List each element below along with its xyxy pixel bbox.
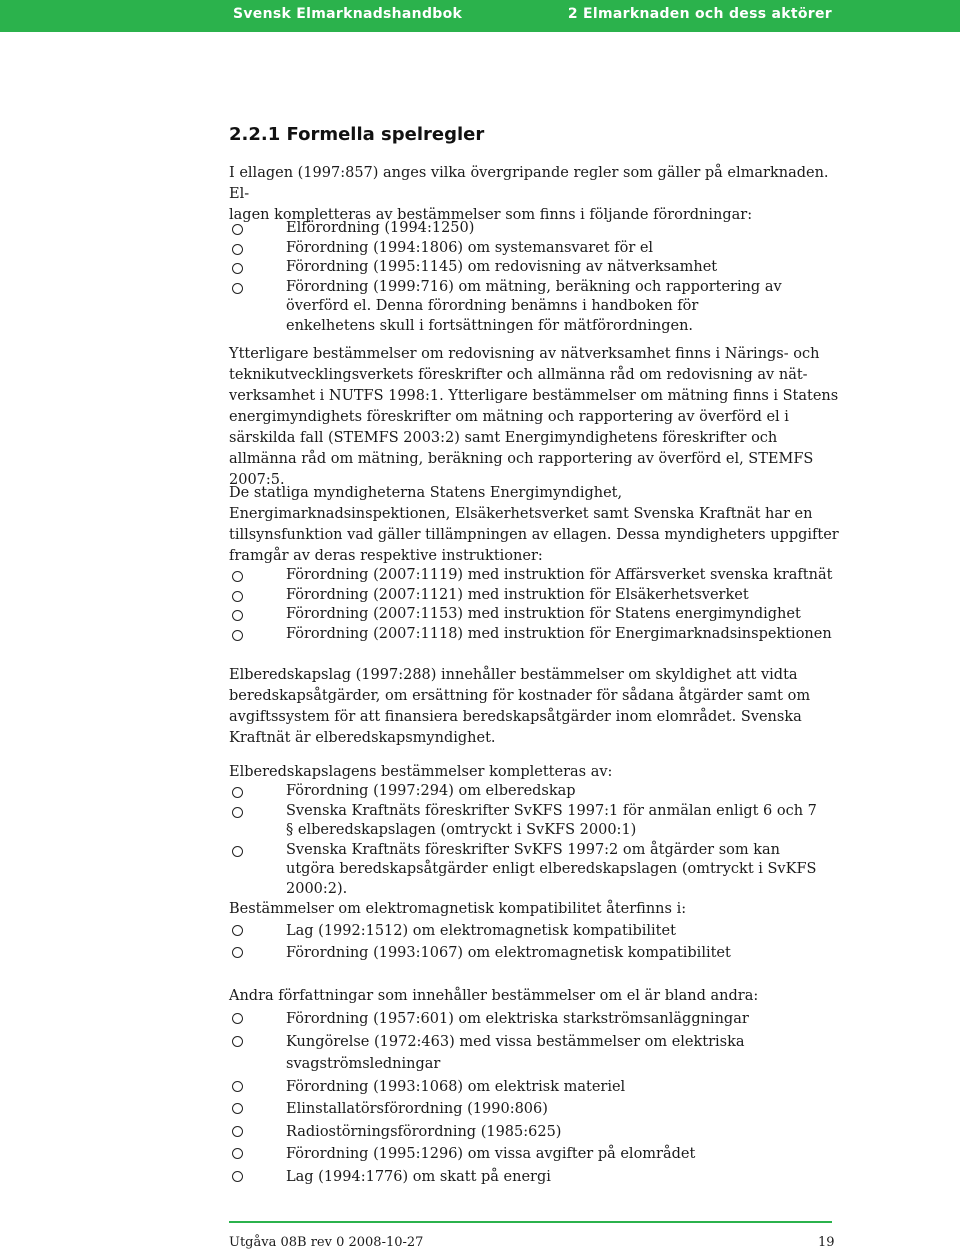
bullet-icon [232,224,243,235]
bullet-icon [232,1036,243,1047]
bullet-icon [232,244,243,255]
bullet-icon [232,283,243,294]
bullet-icon [232,807,243,818]
header-bar [0,0,960,32]
intro-paragraph [229,163,839,226]
paragraph-6: Bestämmelser om elektromagnetisk kompatibilitet återfinns i: [229,901,687,917]
regulation-list-4 [229,920,839,964]
list-item: Lag (1992:1512) om elektromagnetisk kompatibilitet [229,920,839,942]
bullet-icon [232,591,243,602]
list-item: Förordning (1994:1806) om systemansvaret för el [229,239,789,259]
paragraph-7: Andra författningar som innehåller bestämmelser om el är bland andra: [229,988,759,1004]
paragraph-3: De statliga myndigheterna Statens Energimyndighet, Energimarknadsinspektionen, Elsäkerhetsverket samt Svenska Kraftnät har en tillsynsfunktion vad gäller tillämpningen av ellagen. Dessa myndigheters uppgifter framgår av deras respektive instruktioner: [229,485,839,564]
bullet-icon [232,571,243,582]
chapter-title: 2 Elmarknaden och dess aktörer [567,6,832,22]
list-item: Förordning (2007:1119) med instruktion för Affärsverket svenska kraftnät [229,566,839,586]
list-item: Kungörelse (1972:463) med vissa bestämmelser om elektriska svagströmsledningar [229,1031,789,1076]
bullet-icon [232,1103,243,1114]
list-item: Förordning (2007:1153) med instruktion för Statens energimyndighet [229,605,839,625]
regulation-list-3 [229,782,819,899]
regulation-list-5 [229,1008,789,1188]
edition-label: Utgåva 08B rev 0 2008-10-27 [229,1235,424,1250]
list-item: Förordning (1997:294) om elberedskap [229,782,819,802]
list-item: Förordning (1995:1145) om redovisning av nätverksamhet [229,258,789,278]
bullet-icon [232,1171,243,1182]
bullet-icon [232,846,243,857]
bullet-icon [232,263,243,274]
intro-line-2: lagen kompletteras av bestämmelser som finns i följande förordningar: [229,207,753,223]
list-item: Elförordning (1994:1250) [229,219,789,239]
list-item: Svenska Kraftnäts föreskrifter SvKFS 1997:1 för anmälan enligt 6 och 7 § elberedskapslagen (omtryckt i SvKFS 2000:1) [229,802,819,841]
page-number: 19 [818,1235,835,1250]
bullet-icon [232,1148,243,1159]
section-title: 2.2.1 Formella spelregler [229,124,485,145]
intro-line-1: I ellagen (1997:857) anges vilka övergripande regler som gäller på elmarknaden. El- [229,165,829,202]
bullet-icon [232,1081,243,1092]
list-item: Förordning (1957:601) om elektriska starkströmsanläggningar [229,1008,789,1031]
paragraph-5: Elberedskapslagens bestämmelser kompletteras av: [229,764,613,780]
list-item: Förordning (2007:1118) med instruktion för Energimarknadsinspektionen [229,625,839,645]
list-item: Svenska Kraftnäts föreskrifter SvKFS 1997:2 om åtgärder som kan utgöra beredskapsåtgärder enligt elberedskapslagen (omtryckt i SvKFS 2000:2). [229,841,819,900]
bullet-icon [232,1013,243,1024]
bullet-icon [232,610,243,621]
list-item: Förordning (1993:1068) om elektrisk materiel [229,1076,789,1099]
paragraph-2: Ytterligare bestämmelser om redovisning av nätverksamhet finns i Närings- och teknikutvecklingsverkets föreskrifter och allmänna råd om redovisning av nät-verksamhet i NUTFS 1998:1. Ytterligare bestämmelser om mätning finns i Statens energimyndighets föreskrifter om mätning och rapportering av överförd el i särskilda fall (STEMFS 2003:2) samt Energimyndighetens föreskrifter och allmänna råd om mätning, beräkning och rapportering av överförd el, STEMFS 2007:5. [229,346,839,488]
list-item: Förordning (1993:1067) om elektromagnetisk kompatibilitet [229,942,839,964]
list-item: Förordning (1999:716) om mätning, beräkning och rapportering av överförd el. Denna förordning benämns i handboken för enkelhetens skull i fortsättningen för mätförordningen. [229,278,789,337]
list-item: Lag (1994:1776) om skatt på energi [229,1166,789,1189]
list-item: Elinstallatörsförordning (1990:806) [229,1098,789,1121]
footer-divider [229,1221,832,1223]
regulation-list-1 [229,219,789,336]
bullet-icon [232,787,243,798]
bullet-icon [232,947,243,958]
regulation-list-2 [229,566,839,644]
list-item: Förordning (1995:1296) om vissa avgifter på elområdet [229,1143,789,1166]
bullet-icon [232,925,243,936]
list-item: Förordning (2007:1121) med instruktion för Elsäkerhetsverket [229,586,839,606]
list-item: Radiostörningsförordning (1985:625) [229,1121,789,1144]
bullet-icon [232,630,243,641]
bullet-icon [232,1126,243,1137]
book-title: Svensk Elmarknadshandbok [233,6,463,22]
paragraph-4: Elberedskapslag (1997:288) innehåller bestämmelser om skyldighet att vidta beredskapsåtgärder, om ersättning för kostnader för sådana åtgärder samt om avgiftssystem för att finansiera beredskapsåtgärder inom elområdet. Svenska Kraftnät är elberedskapsmyndighet. [229,667,811,746]
